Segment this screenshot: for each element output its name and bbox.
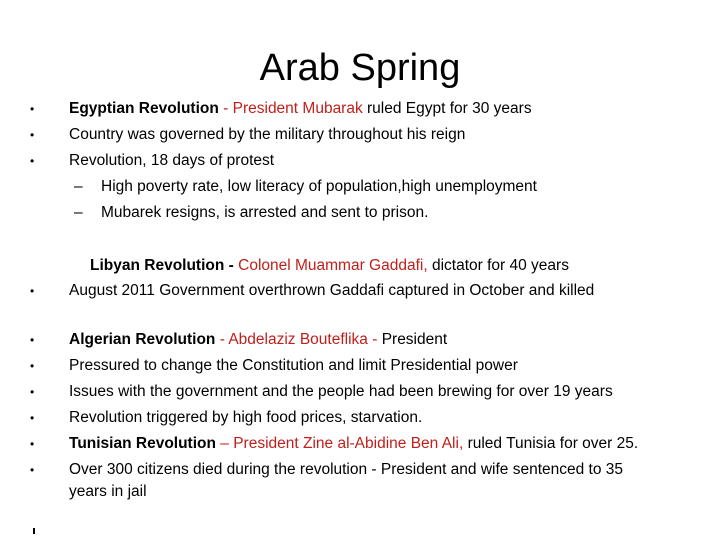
- algeria-rest: President: [381, 331, 448, 348]
- slide-title: Arab Spring: [259, 47, 461, 89]
- egypt-leader: President Mubarak: [232, 100, 363, 117]
- bullet: •: [30, 154, 35, 168]
- tunisia-line-2a: Over 300 citizens died during the revolution - President and wife sentenced to 35: [69, 461, 624, 478]
- bullet: •: [30, 463, 35, 477]
- tunisia-rest: ruled Tunisia for over 25.: [463, 435, 639, 452]
- algeria-line-4: Revolution triggered by high food prices, starvation.: [69, 409, 423, 426]
- libya-rest: dictator for 40 years: [427, 257, 569, 274]
- algeria-line-1: [69, 330, 447, 350]
- egypt-sep: -: [218, 100, 233, 117]
- egypt-rest: ruled Egypt for 30 years: [362, 100, 532, 117]
- tunisia-leader: President Zine al-Abidine Ben Ali,: [233, 435, 464, 452]
- egypt-sub-2: Mubarek resigns, is arrested and sent to prison.: [101, 204, 429, 221]
- dash: –: [74, 178, 83, 195]
- bullet: •: [30, 437, 35, 451]
- algeria-heading: Algerian Revolution: [69, 331, 216, 348]
- tunisia-sep: –: [215, 435, 234, 452]
- algeria-line-2: Pressured to change the Constitution and limit Presidential power: [69, 357, 518, 374]
- dash: –: [74, 204, 83, 221]
- egypt-heading: Egyptian Revolution: [69, 100, 219, 117]
- bullet: •: [30, 385, 35, 399]
- bullet: •: [30, 359, 35, 373]
- tunisia-line-1: [69, 434, 638, 454]
- tunisia-heading: Tunisian Revolution: [69, 435, 216, 452]
- tunisia-line-2b: years in jail: [69, 483, 147, 500]
- egypt-sub-1: High poverty rate, low literacy of population,high unemployment: [101, 178, 537, 195]
- bullet: •: [30, 284, 35, 298]
- libya-line-1: [90, 256, 569, 276]
- algeria-line-3: Issues with the government and the people had been brewing for over 19 years: [69, 383, 613, 400]
- bullet: •: [30, 333, 35, 347]
- egypt-line-3: Revolution, 18 days of protest: [69, 152, 275, 169]
- egypt-line-1: [69, 99, 532, 119]
- libya-leader: Colonel Muammar Gaddafi,: [238, 257, 428, 274]
- algeria-leader: - Abdelaziz Bouteflika -: [215, 331, 382, 348]
- libya-line-2: August 2011 Government overthrown Gaddafi captured in October and killed: [69, 282, 595, 299]
- bullet: •: [30, 128, 35, 142]
- egypt-line-2: Country was governed by the military throughout his reign: [69, 126, 466, 143]
- bullet: •: [30, 411, 35, 425]
- libya-heading: Libyan Revolution -: [90, 257, 239, 274]
- stray-mark: [33, 528, 35, 534]
- bullet: •: [30, 102, 35, 116]
